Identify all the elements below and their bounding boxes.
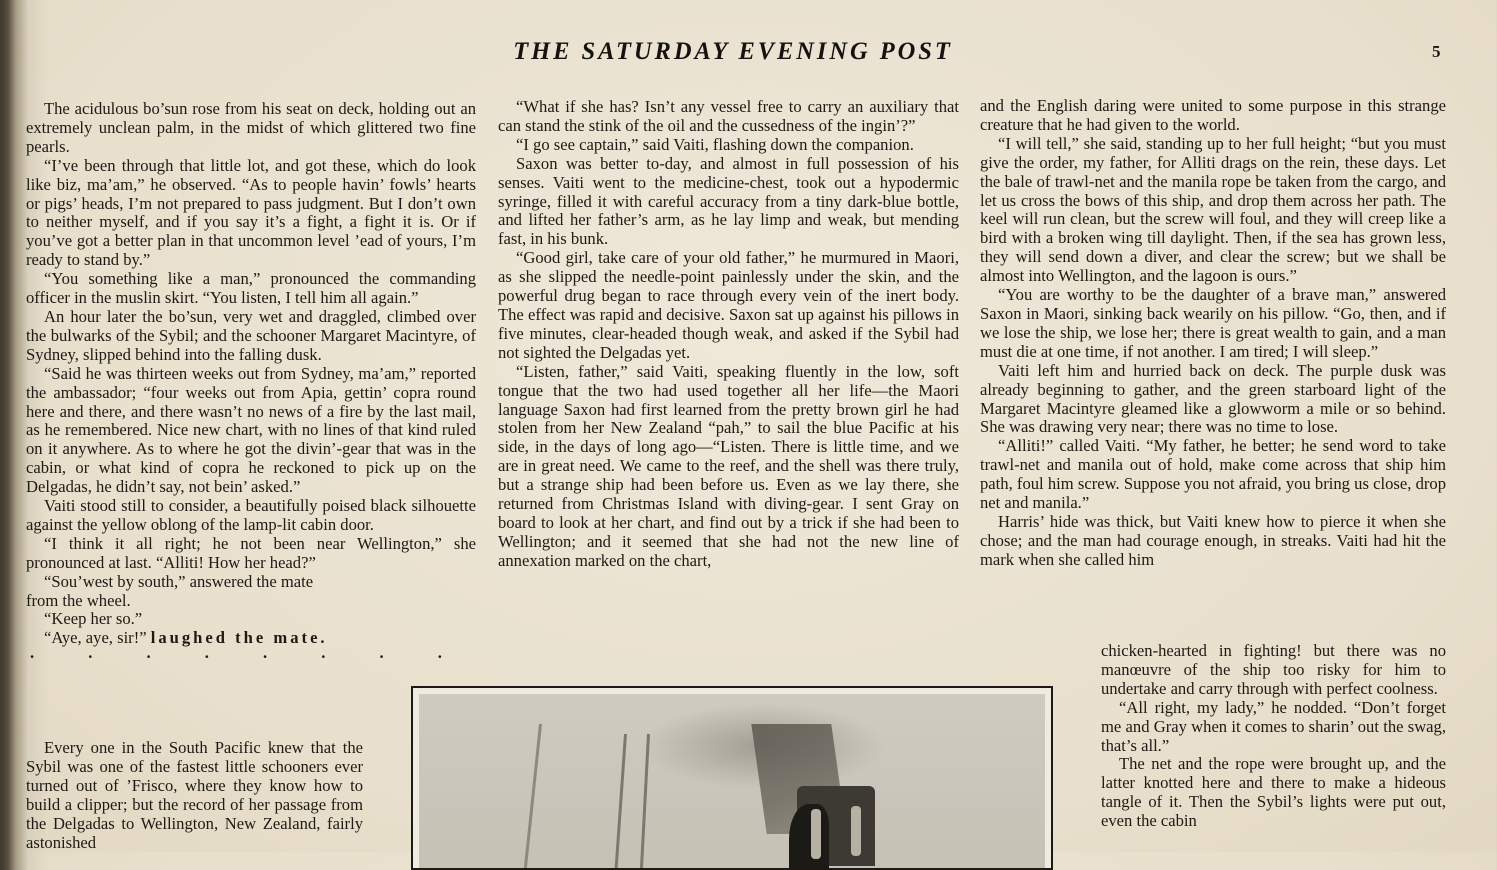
column-1	[26, 100, 476, 664]
paragraph: “I will tell,” she said, standing up to her full height; “but you must give the order, my father, for Alliti drags on the rein, these days. Let the bale of trawl-net and the manila rope be taken from the cargo, and let us cross the bows of this ship, and drop them across her path. The keel will run clean, but the screw will foul, and they will creep like a bird with a broken wing till daylight. Then, if the sea has grown less, they will send down a diver, and clear the screw; but we shall be almost into Wellington, and the lagoon is ours.”	[980, 133, 1446, 286]
paragraph: “I go see captain,” said Vaiti, flashing down the companion.	[516, 134, 914, 154]
ship-photograph	[419, 694, 1045, 868]
paragraph: The net and the rope were brought up, and the latter knotted here and there to make a hideous tangle of it. Then the Sybil’s lights were put out, even the cabin	[1101, 754, 1446, 831]
paragraph: “I’ve been through that little lot, and got these, which do look like biz, ma’am,” he observed. “As to people havin’ fowls’ hearts or pigs’ heads, I’m not prepared to pass judgment. But I don’t own to neither myself, and if you say it’s a fight, a fight it is. Or if you’ve got a better plan in that uncommon level ’ead of yours, I’m ready to stand by.”	[26, 155, 476, 270]
rigging-line	[614, 734, 627, 868]
paragraph: Vaiti stood still to consider, a beautifully poised black silhouette against the yellow oblong of the lamp-lit cabin door.	[26, 496, 476, 534]
section-dot: .	[321, 643, 326, 663]
paragraph: “All right, my lady,” he nodded. “Don’t forget me and Gray when it comes to sharin’ out the swag, that’s all.”	[1101, 697, 1446, 755]
column-3-narrow	[1101, 642, 1446, 831]
column-1-lower	[26, 739, 363, 852]
section-break	[26, 643, 442, 664]
masthead-title: THE SATURDAY EVENING POST	[513, 38, 953, 65]
paragraph: Saxon was better to-day, and almost in full possession of his senses. Vaiti went to the medicine-chest, took out a hypodermic syringe, filled it with careful accuracy from a tiny dark-blue bottle, and lifted her father’s arm, as he lay limp and weak, but mending fast, in his bunk.	[498, 153, 959, 249]
column-2	[498, 98, 959, 571]
paragraph: “You are worthy to be the daughter of a brave man,” answered Saxon in Maori, sinking back wearily on his pillow. “Go, then, and if we lose the ship, we lose her; there is great wealth to gain, and a man must die at one time, if not another. I am tired; I will sleep.”	[980, 285, 1446, 361]
ship-shadow	[789, 804, 829, 868]
paragraph: “Said he was thirteen weeks out from Sydney, ma’am,” reported the ambassador; “four weeks out from Apia, gettin’ copra round here and there, and there wasn’t no news of a fire by the last mail, as he remembered. Nice new chart, with no lines of that kind ruled on it anywhere. As to where he got the divin’-gear that was in the cabin, or what kind of copra he reckoned to pick up on the Delgadas, he didn’t say, not bein’ asked.”	[26, 363, 476, 497]
paragraph: “What if she has? Isn’t any vessel free to carry an auxiliary that can stand the stink of the oil and the cussedness of the ingin’?”	[498, 97, 959, 135]
paragraph: The acidulous bo’sun rose from his seat on deck, holding out an extremely unclean palm, in the midst of which glittered two fine pearls.	[26, 99, 476, 156]
text-line: from the wheel.	[26, 590, 131, 610]
paragraph: “Listen, father,” said Vaiti, speaking fluently in the low, soft tongue that the two had used together all her life—the Maori language Saxon had first learned from the pretty brown girl he had stolen from her New Zealand “pah,” to sail the blue Pacific at his side, in the days of long ago—“Listen. There is little time, and we are in great need. We came to the reef, and the shell was there truly, but a strange ship had been before us. Even as we lay there, she returned from Christmas Island with diving-gear. I sent Gray on board to look at her chart, and find out by a trick if she had been to Wellington; and it seemed that she had not the new line of annexation marked on the chart,	[498, 361, 959, 570]
paragraph: “Alliti!” called Vaiti. “My father, he better; he send word to take trawl-net and manila out of hold, make come across that ship him path, foul him screw. Suppose you not afraid, you bring us close, drop net and manila.”	[980, 436, 1446, 513]
paragraph: Harris’ hide was thick, but Vaiti knew how to pierce it when she chose; and the man had courage enough, in streaks. Vaiti had hit the mark when she called him	[980, 511, 1446, 569]
section-dot: .	[88, 643, 93, 663]
paragraph: Vaiti left him and hurried back on deck. The purple dusk was already beginning to gather, and the green starboard light of the Margaret Macintyre gleamed like a glowworm a mile or so behind. She was drawing very near; there was no time to lose.	[980, 360, 1446, 437]
paragraph: “Good girl, take care of your old father,” he murmured in Maori, as she slipped the needle-point painlessly under the skin, and the powerful drug began to race through every vein of the inert body. The effect was rapid and decisive. Saxon sat up against his pillows in five minutes, clear-headed though weak, and asked if the Sybil had not sighted the Delgadas yet.	[498, 248, 959, 362]
section-dot: .	[437, 643, 442, 663]
paragraph: Every one in the South Pacific knew that the Sybil was one of the fastest little schooners ever turned out of ’Frisco, where they know how to build a clipper; but the record of her passage from the Delgadas to Wellington, New Zealand, fairly astonished	[26, 738, 363, 852]
rigging-line	[640, 734, 650, 868]
paragraph: “You something like a man,” pronounced the commanding officer in the muslin skirt. “You listen, I tell him all again.”	[26, 269, 476, 308]
section-dot: .	[204, 643, 209, 663]
human-figure	[851, 806, 861, 856]
paragraph: An hour later the bo’sun, very wet and draggled, climbed over the bulwarks of the Sybil; and the schooner Margaret Macintyre, of Sydney, slipped behind into the falling dusk.	[26, 306, 476, 364]
section-dot: .	[263, 643, 268, 663]
section-dot: .	[379, 643, 384, 663]
aye-quote: “Aye, aye, sir!”	[44, 628, 147, 648]
illustration-frame	[411, 686, 1053, 870]
aye-spaced-text: laughed the mate.	[150, 628, 328, 648]
section-dot: .	[30, 643, 35, 663]
section-dot: .	[146, 643, 151, 663]
page-number: 5	[1432, 42, 1441, 61]
paragraph	[26, 629, 476, 648]
paragraph: “I think it all right; he not been near Wellington,” she pronounced at last. “Alliti! How her head?”	[26, 533, 476, 572]
paragraph: “Keep her so.”	[44, 609, 143, 629]
rigging-line	[523, 724, 542, 868]
column-3	[980, 97, 1446, 570]
paragraph-continuation: chicken-hearted in fighting! but there was no manœuvre of the ship too risky for him to undertake and carry through with perfect coolness.	[1101, 641, 1446, 698]
paragraph: “Sou’west by south,” answered the mate	[44, 571, 314, 591]
paragraph-continuation: and the English daring were united to some purpose in this strange creature that he had given to the world.	[980, 96, 1446, 134]
